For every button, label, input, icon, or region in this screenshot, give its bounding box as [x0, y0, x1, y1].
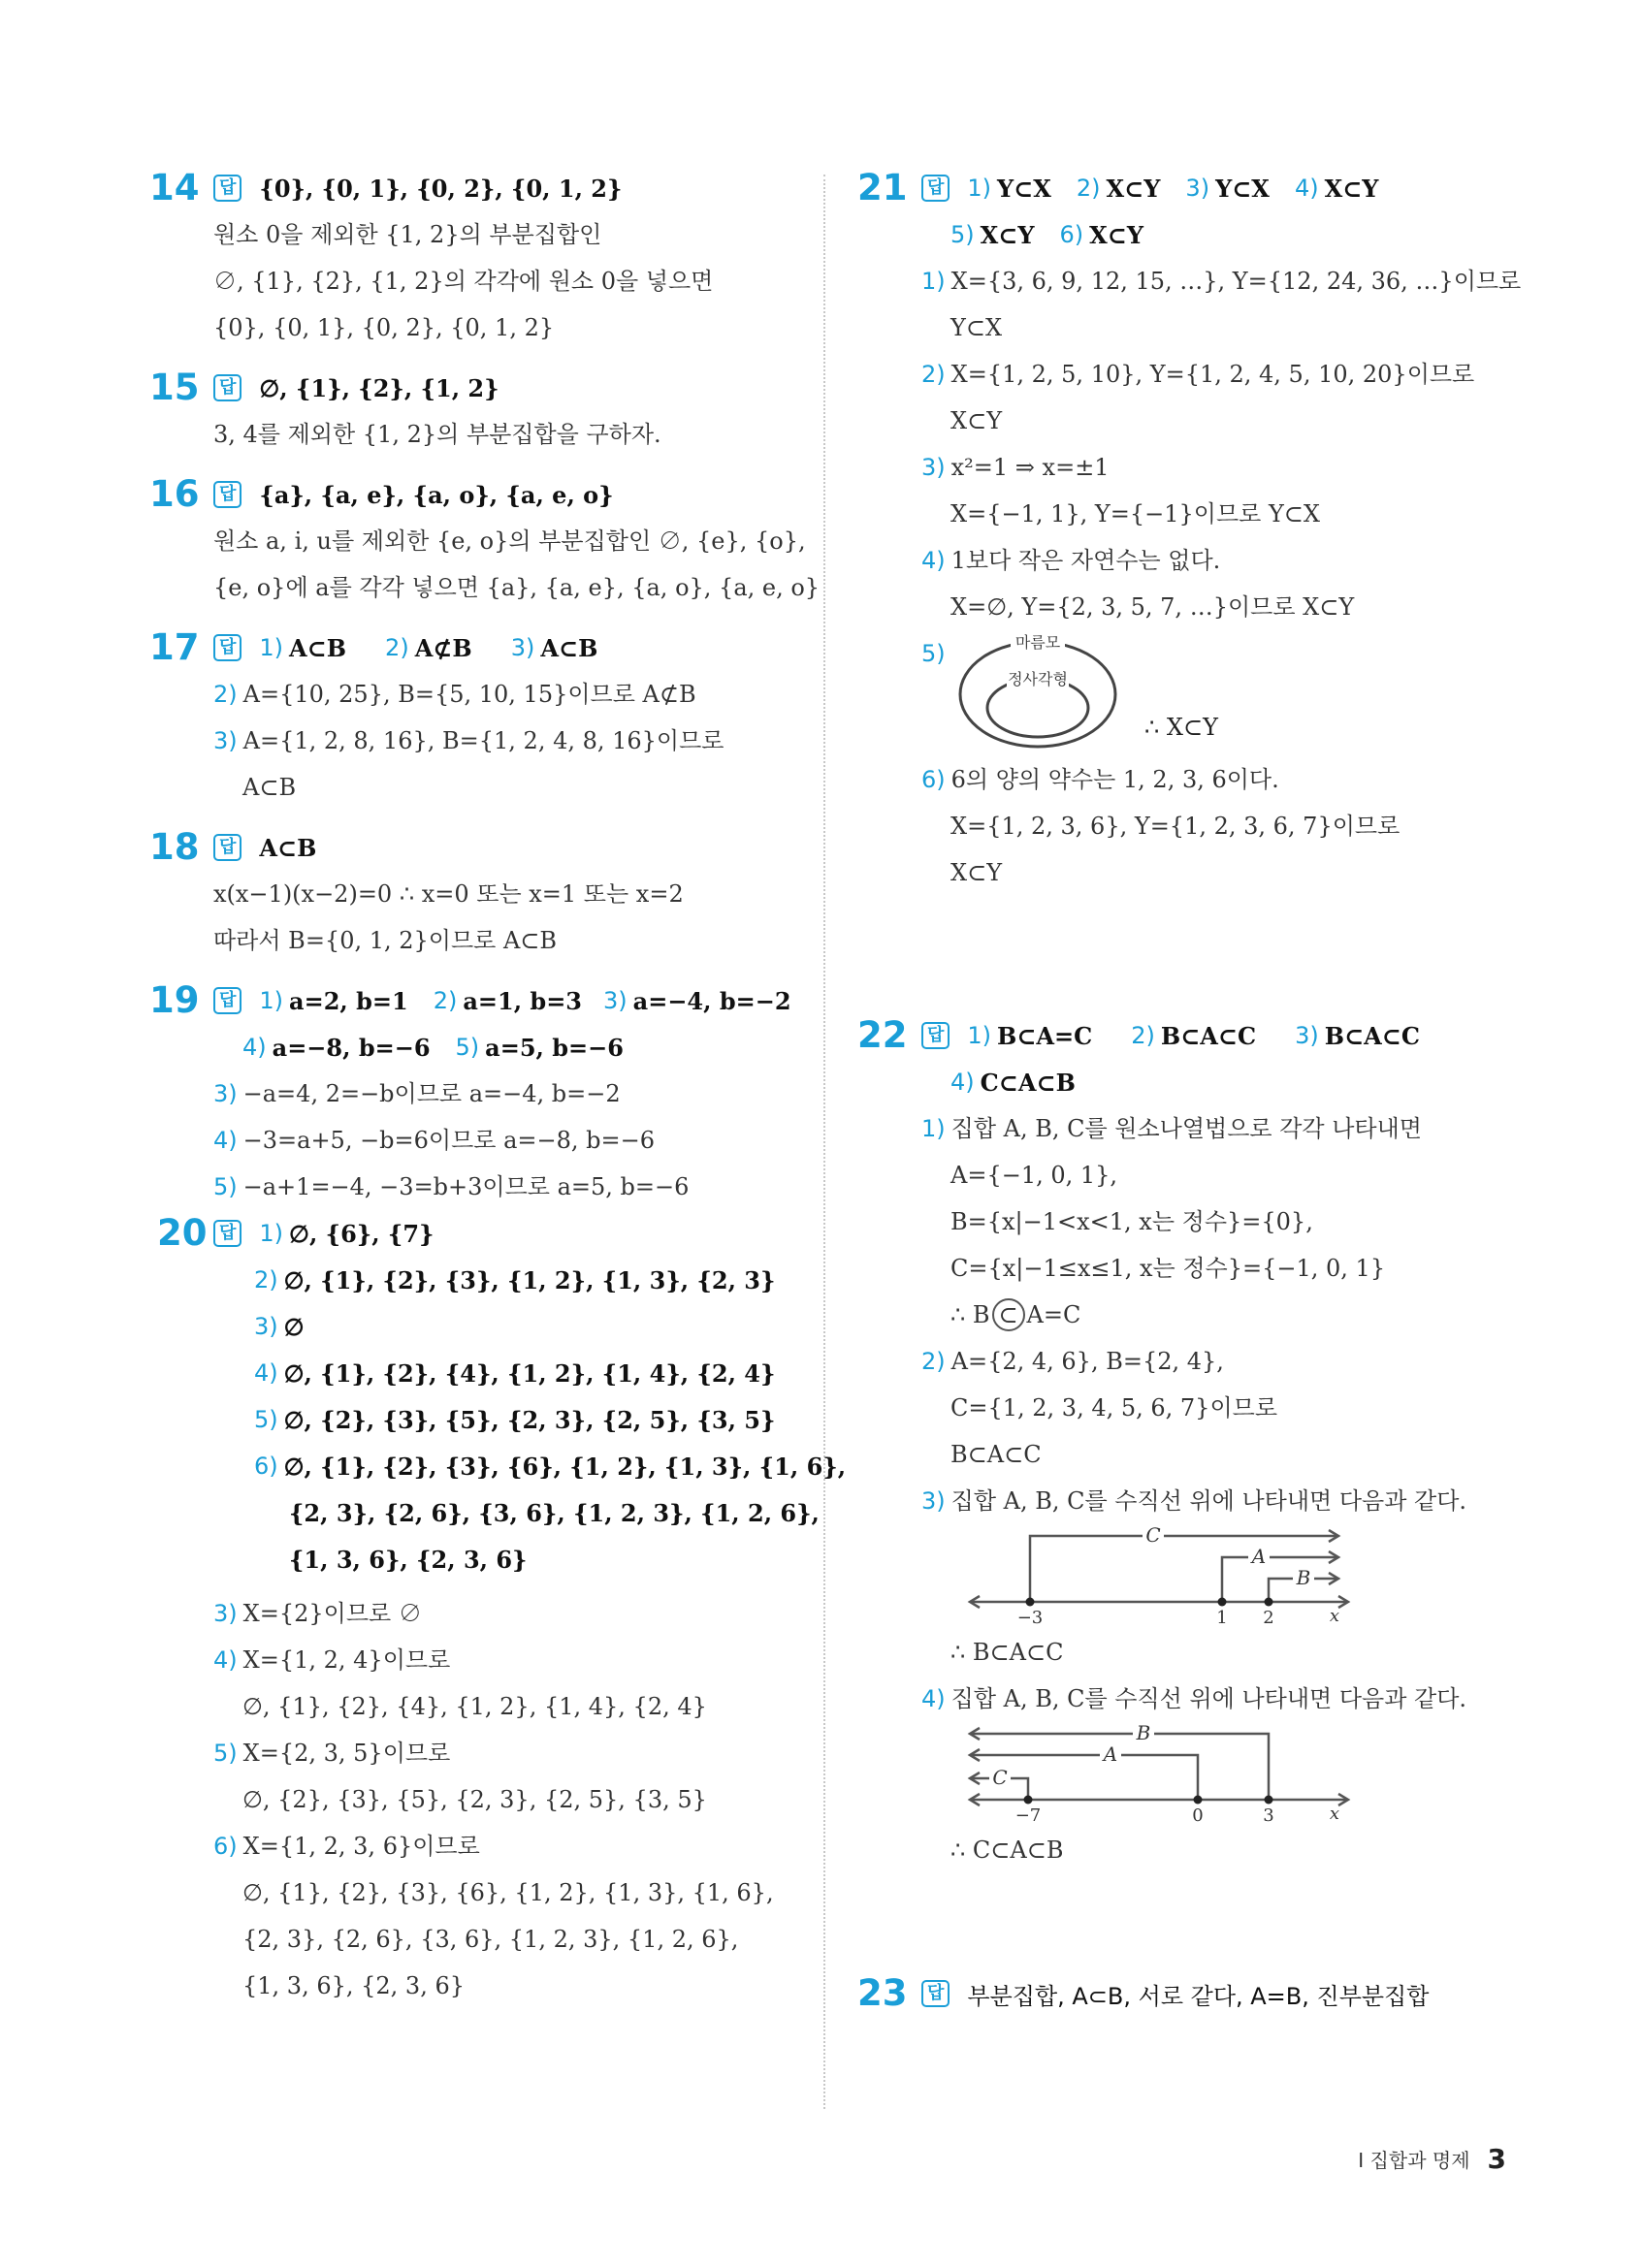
problem-18 — [145, 824, 815, 964]
answer: B⊂A⊂C — [1160, 1021, 1257, 1050]
answer: {a}, {a, e}, {a, o}, {a, e, o} — [259, 480, 614, 509]
explanation-line: X=∅, Y={2, 3, 5, 7, …}이므로 X⊂Y — [950, 593, 1355, 621]
answer: ∅, {2}, {3}, {5}, {2, 3}, {2, 5}, {3, 5} — [283, 1405, 776, 1434]
explanation-line: X={1, 2, 5, 10}, Y={1, 2, 4, 5, 10, 20}이므로 — [950, 361, 1475, 388]
therefore-text: ∴ B — [950, 1301, 990, 1328]
explanation-line: X⊂Y — [950, 859, 1003, 886]
explanation-line: 원소 0을 제외한 {1, 2}의 부분집합인 — [213, 221, 602, 248]
circled-symbol: ⊂ — [992, 1298, 1025, 1331]
tick-label: 0 — [1192, 1805, 1204, 1826]
answer-label: 6) — [254, 1453, 278, 1480]
explanation-line: 집합 A, B, C를 원소나열법으로 각각 나타내면 — [950, 1115, 1422, 1142]
explanation-line: Y⊂X — [950, 314, 1003, 341]
answer: A⊂B — [289, 633, 347, 662]
problem-22 — [853, 1012, 1532, 1873]
explanation-line: {e, o}에 a를 각각 넣으면 {a}, {a, e}, {a, o}, {a, e, o} — [213, 574, 821, 601]
explanation-line: X={1, 2, 3, 6}, Y={1, 2, 3, 6, 7}이므로 — [950, 813, 1401, 840]
answer: a=−4, b=−2 — [632, 986, 791, 1015]
tick-label: 2 — [1263, 1608, 1274, 1628]
set-A-label: A — [1251, 1545, 1267, 1568]
answer-tag: 답 — [213, 1220, 241, 1247]
answer: {1, 3, 6}, {2, 3, 6} — [289, 1545, 528, 1574]
set-C-label: C — [1145, 1524, 1161, 1547]
venn-diagram — [950, 632, 1144, 752]
problem-number: 14 — [149, 167, 200, 208]
problem-19 — [145, 977, 815, 1210]
explanation-line: −a=4, 2=−b이므로 a=−4, b=−2 — [242, 1080, 621, 1107]
explanation-line: A={2, 4, 6}, B={2, 4}, — [950, 1348, 1224, 1375]
explanation-line: X={1, 2, 3, 6}이므로 — [242, 1833, 480, 1860]
sub-label: 3) — [921, 454, 946, 481]
answer: ∅ — [283, 1312, 305, 1341]
venn-inner-label: 정사각형 — [1008, 670, 1068, 688]
explanation-line: 따라서 B={0, 1, 2}이므로 A⊂B — [213, 927, 558, 954]
answer-label: 3) — [1295, 1022, 1319, 1049]
problem-number: 20 — [157, 1212, 208, 1254]
answer-label: 3) — [603, 987, 628, 1014]
answer-tag: 답 — [213, 374, 241, 401]
problem-number: 17 — [149, 626, 200, 668]
explanation-line: {1, 3, 6}, {2, 3, 6} — [242, 1972, 465, 1999]
sub-label: 5) — [921, 640, 946, 667]
explanation-line: B⊂A⊂C — [950, 1441, 1042, 1468]
problem-number: 23 — [857, 1972, 908, 2014]
venn-block — [921, 630, 1532, 756]
point-1 — [1218, 1598, 1227, 1607]
answer-tag: 답 — [921, 175, 950, 202]
explanation-line: 3, 4를 제외한 {1, 2}의 부분집합을 구하자. — [213, 421, 661, 448]
sub-label: 5) — [213, 1173, 238, 1200]
answer-label: 1) — [967, 1022, 992, 1049]
axis-x-label: x — [1329, 1606, 1340, 1626]
set-B-label: B — [1296, 1566, 1311, 1589]
point-3 — [1265, 1796, 1273, 1805]
explanation-line: ∴ X⊂Y — [1144, 714, 1218, 741]
answer-label: 1) — [967, 175, 992, 202]
sub-label: 3) — [921, 1487, 946, 1515]
answer: ∅, {1}, {2}, {1, 2} — [259, 373, 499, 402]
number-line-3 — [960, 1524, 1368, 1629]
therefore-text: A=C — [1026, 1301, 1081, 1328]
answer: A⊄B — [414, 633, 472, 662]
explanation-line: ∅, {1}, {2}, {4}, {1, 2}, {1, 4}, {2, 4} — [242, 1693, 707, 1720]
explanation-line: A={10, 25}, B={5, 10, 15}이므로 A⊄B — [242, 681, 696, 708]
venn-outer-ellipse — [960, 642, 1115, 747]
sub-label: 4) — [921, 1685, 946, 1712]
answer-label: 4) — [254, 1359, 278, 1387]
sub-label: 3) — [213, 727, 238, 754]
answer: X⊂Y — [1324, 174, 1379, 203]
number-line-4 — [960, 1722, 1368, 1827]
set-C-ray — [1030, 1536, 1338, 1602]
sub-label: 1) — [921, 1115, 946, 1142]
answer: ∅, {6}, {7} — [289, 1219, 435, 1248]
problem-number: 21 — [857, 167, 908, 208]
sub-label: 2) — [213, 681, 238, 708]
tick-label: −7 — [1014, 1805, 1042, 1826]
answer: B⊂A=C — [997, 1021, 1093, 1050]
answer-label: 2) — [385, 634, 409, 661]
answer-tag: 답 — [213, 987, 241, 1014]
answer: A⊂B — [540, 633, 598, 662]
set-B-label: B — [1136, 1722, 1151, 1744]
page-number: 3 — [1487, 2143, 1506, 2175]
problem-20 — [145, 1210, 847, 2009]
explanation-line: ∅, {1}, {2}, {1, 2}의 각각에 원소 0을 넣으면 — [213, 268, 714, 295]
explanation-line: {0}, {0, 1}, {0, 2}, {0, 1, 2} — [213, 314, 555, 341]
explanation-line: {2, 3}, {2, 6}, {3, 6}, {1, 2, 3}, {1, 2, 6}, — [242, 1926, 739, 1953]
answer: X⊂Y — [1106, 174, 1161, 203]
answer: a=−8, b=−6 — [272, 1033, 431, 1062]
answer: X⊂Y — [1089, 220, 1144, 249]
answer-label: 4) — [242, 1034, 267, 1061]
explanation-line: 1보다 작은 자연수는 없다. — [950, 547, 1221, 574]
answer-label: 4) — [950, 1069, 975, 1096]
answer-label: 2) — [1076, 175, 1101, 202]
answer: Y⊂X — [997, 174, 1051, 203]
answer: B⊂A⊂C — [1324, 1021, 1421, 1050]
answer-label: 3) — [254, 1313, 278, 1340]
explanation-line: X={2, 3, 5}이므로 — [242, 1740, 451, 1767]
explanation-line: A={1, 2, 8, 16}, B={1, 2, 4, 8, 16}이므로 — [242, 727, 724, 754]
sub-label: 4) — [213, 1646, 238, 1674]
axis-x-label: x — [1329, 1804, 1340, 1824]
explanation-line: 6의 양의 약수는 1, 2, 3, 6이다. — [950, 766, 1279, 793]
explanation-line: ∅, {1}, {2}, {3}, {6}, {1, 2}, {1, 3}, {1, 6}, — [242, 1879, 774, 1906]
sub-label: 6) — [213, 1833, 238, 1860]
answer-label: 1) — [259, 987, 284, 1014]
answer-label: 5) — [254, 1406, 278, 1433]
sub-label: 2) — [921, 1348, 946, 1375]
point-0 — [1194, 1796, 1203, 1805]
point-minus7 — [1024, 1796, 1033, 1805]
answer: Y⊂X — [1215, 174, 1270, 203]
answer-tag: 답 — [921, 1022, 950, 1049]
point-minus3 — [1026, 1598, 1035, 1607]
answer: {0}, {0, 1}, {0, 2}, {0, 1, 2} — [259, 174, 623, 203]
sub-label: 3) — [213, 1600, 238, 1627]
answer-label: 2) — [1131, 1022, 1155, 1049]
point-2 — [1265, 1598, 1273, 1607]
answer: X⊂Y — [980, 220, 1035, 249]
sub-label: 4) — [921, 547, 946, 574]
sub-label: 1) — [921, 268, 946, 295]
answer-label: 4) — [1294, 175, 1319, 202]
explanation-line: X={2}이므로 ∅ — [242, 1600, 422, 1627]
answer-label: 1) — [259, 634, 284, 661]
column-divider — [823, 175, 825, 2109]
answer: a=1, b=3 — [463, 986, 583, 1015]
answer-tag: 답 — [213, 175, 241, 202]
tick-label: 1 — [1216, 1608, 1228, 1628]
sub-label: 3) — [213, 1080, 238, 1107]
answer-tag: 답 — [213, 634, 241, 661]
answer-tag: 답 — [213, 834, 241, 861]
answer-label: 5) — [455, 1034, 480, 1061]
answer: 부분집합, A⊂B, 서로 같다, A=B, 진부분집합 — [967, 1982, 1430, 2010]
explanation-line: ∴ C⊂A⊂B — [950, 1837, 1064, 1864]
explanation-line: X={−1, 1}, Y={−1}이므로 Y⊂X — [950, 500, 1320, 527]
explanation-line: x²=1 ⇒ x=±1 — [950, 454, 1110, 481]
tick-label: 3 — [1263, 1805, 1274, 1826]
answer: ∅, {1}, {2}, {3}, {6}, {1, 2}, {1, 3}, {1, 6}, — [283, 1452, 847, 1481]
set-B-ray — [970, 1734, 1269, 1800]
problem-15 — [145, 365, 815, 458]
explanation-line: x(x−1)(x−2)=0 ∴ x=0 또는 x=1 또는 x=2 — [213, 880, 684, 908]
explanation-line: 집합 A, B, C를 수직선 위에 나타내면 다음과 같다. — [950, 1685, 1467, 1712]
answer: {2, 3}, {2, 6}, {3, 6}, {1, 2, 3}, {1, 2, 6}, — [289, 1498, 820, 1527]
problem-number: 22 — [857, 1014, 908, 1056]
answer: C⊂A⊂B — [980, 1068, 1076, 1097]
explanation-line: 원소 a, i, u를 제외한 {e, o}의 부분집합인 ∅, {e}, {o}, — [213, 527, 806, 555]
problem-14 — [145, 165, 815, 351]
answer: ∅, {1}, {2}, {4}, {1, 2}, {1, 4}, {2, 4} — [283, 1358, 776, 1388]
explanation-line: −a+1=−4, −3=b+3이므로 a=5, b=−6 — [242, 1173, 690, 1200]
problem-16 — [145, 471, 821, 611]
answer: ∅, {1}, {2}, {3}, {1, 2}, {1, 3}, {2, 3} — [283, 1265, 776, 1294]
explanation-line: B={x|−1<x<1, x는 정수}={0}, — [950, 1208, 1313, 1235]
answer-label: 6) — [1059, 221, 1084, 248]
sub-label: 5) — [213, 1740, 238, 1767]
venn-outer-label: 마름모 — [1014, 633, 1061, 652]
page-footer — [1358, 2143, 1506, 2175]
set-A-label: A — [1103, 1742, 1118, 1766]
answer-label: 2) — [254, 1266, 278, 1294]
answer: A⊂B — [259, 833, 317, 862]
problem-number: 15 — [149, 367, 200, 408]
explanation-line — [921, 1292, 1532, 1338]
left-column — [145, 165, 847, 2009]
explanation-line: ∴ B⊂A⊂C — [950, 1639, 1064, 1666]
answer-label: 3) — [1185, 175, 1210, 202]
explanation-line: X={3, 6, 9, 12, 15, …}, Y={12, 24, 36, …}이므로 — [950, 268, 1522, 295]
tick-label: −3 — [1016, 1608, 1044, 1628]
explanation-line: ∅, {2}, {3}, {5}, {2, 3}, {2, 5}, {3, 5} — [242, 1786, 707, 1813]
sub-label: 2) — [921, 361, 946, 388]
set-C-label: C — [992, 1766, 1008, 1789]
answer: a=2, b=1 — [289, 986, 408, 1015]
chapter-title: Ⅰ 집합과 명제 — [1358, 2149, 1470, 2172]
sub-label: 6) — [921, 766, 946, 793]
sub-label: 4) — [213, 1127, 238, 1154]
problem-number: 19 — [149, 979, 200, 1021]
explanation-line: C={1, 2, 3, 4, 5, 6, 7}이므로 — [950, 1394, 1277, 1421]
answer: a=5, b=−6 — [485, 1033, 624, 1062]
answer-label: 2) — [433, 987, 458, 1014]
explanation-line: A⊂B — [242, 774, 297, 801]
answer-label: 5) — [950, 221, 975, 248]
problem-23 — [853, 1970, 1532, 2017]
problem-number: 16 — [149, 473, 200, 515]
answer-tag: 답 — [213, 481, 241, 508]
problem-number: 18 — [149, 826, 200, 868]
explanation-line: X={1, 2, 4}이므로 — [242, 1646, 451, 1674]
explanation-line: A={−1, 0, 1}, — [950, 1162, 1118, 1189]
problem-21 — [853, 165, 1532, 896]
explanation-line: 집합 A, B, C를 수직선 위에 나타내면 다음과 같다. — [950, 1487, 1467, 1515]
answer-tag: 답 — [921, 1980, 950, 2007]
explanation-line: −3=a+5, −b=6이므로 a=−8, b=−6 — [242, 1127, 656, 1154]
answer-label: 3) — [510, 634, 535, 661]
answer-label: 1) — [259, 1220, 284, 1247]
problem-17 — [145, 624, 815, 811]
explanation-line: C={x|−1≤x≤1, x는 정수}={−1, 0, 1} — [950, 1255, 1386, 1282]
right-column — [853, 165, 1532, 2017]
explanation-line: X⊂Y — [950, 407, 1003, 434]
